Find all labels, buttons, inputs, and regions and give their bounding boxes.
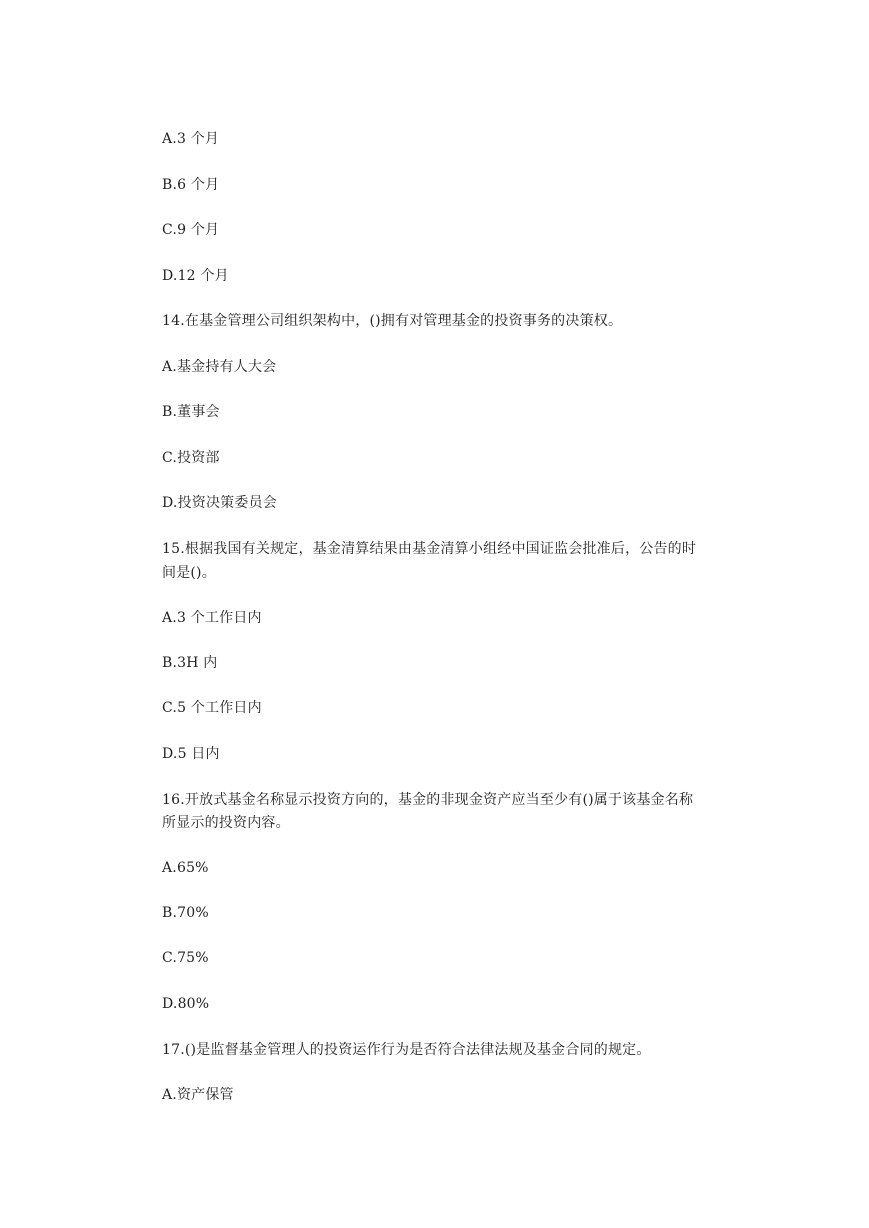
q13-option-d: D.12 个月: [162, 268, 229, 284]
q14-question: 14.在基金管理公司组织架构中，()拥有对管理基金的投资事务的决策权。: [162, 313, 623, 329]
q16-question-line2: 所显示的投资内容。: [162, 815, 290, 831]
q15-question-line1: 15.根据我国有关规定，基金清算结果由基金清算小组经中国证监会批准后，公告的时: [162, 541, 697, 557]
q15-option-d: D.5 日内: [162, 746, 220, 762]
q13-option-b: B.6 个月: [162, 177, 220, 193]
q17-option-a: A.资产保管: [162, 1087, 234, 1103]
q14-option-d: D.投资决策委员会: [162, 495, 277, 511]
q14-option-c: C.投资部: [162, 450, 220, 466]
q16-option-b: B.70%: [162, 905, 209, 921]
q16-option-d: D.80%: [162, 996, 210, 1012]
q15-question-line2: 间是()。: [162, 565, 216, 581]
q14-option-a: A.基金持有人大会: [162, 359, 277, 375]
q15-option-a: A.3 个工作日内: [162, 610, 262, 626]
q14-option-b: B.董事会: [162, 404, 220, 420]
q17-question: 17.()是监督基金管理人的投资运作行为是否符合法律法规及基金合同的规定。: [162, 1042, 651, 1058]
q16-option-a: A.65%: [162, 860, 209, 876]
q13-option-c: C.9 个月: [162, 222, 220, 238]
q15-option-b: B.3H 内: [162, 655, 218, 671]
q16-option-c: C.75%: [162, 950, 209, 966]
q13-option-a: A.3 个月: [162, 131, 220, 147]
q16-question-line1: 16.开放式基金名称显示投资方向的，基金的非现金资产应当至少有()属于该基金名称: [162, 792, 694, 808]
q15-option-c: C.5 个工作日内: [162, 700, 262, 716]
